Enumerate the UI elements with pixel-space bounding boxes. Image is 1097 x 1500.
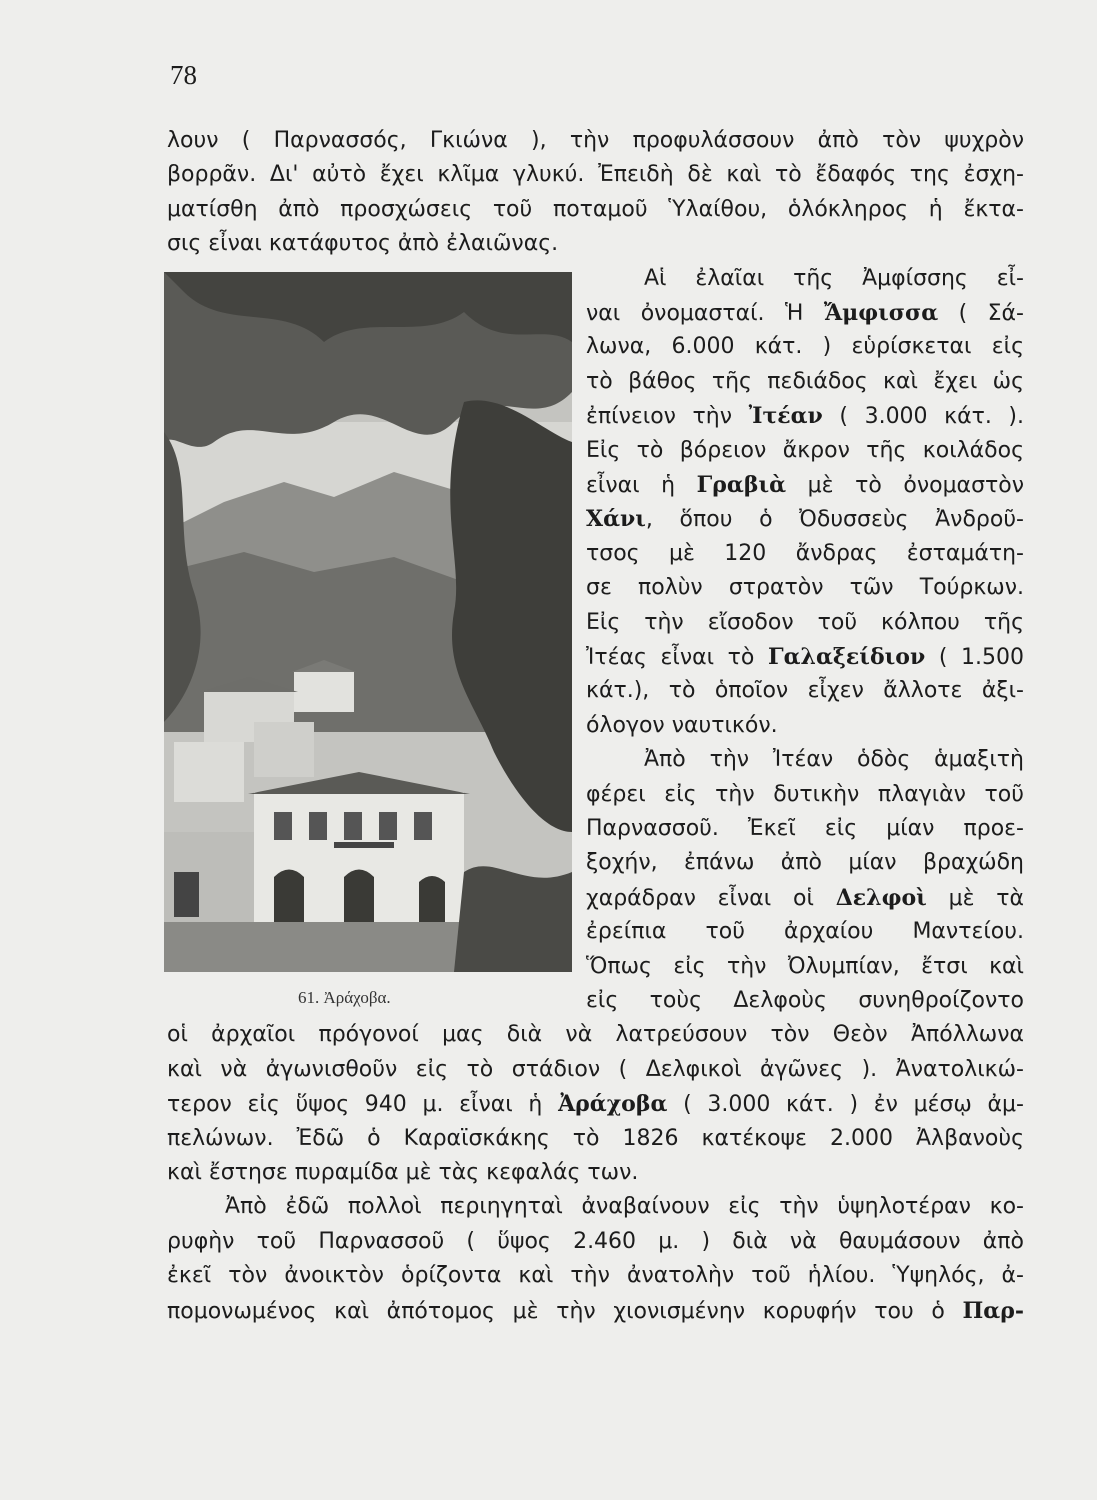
text-line bbox=[586, 539, 1024, 569]
text-run: τσος μὲ 120 ἄνδρας ἐσταμάτη- bbox=[586, 540, 1024, 566]
text-run: ( 1.500 bbox=[925, 645, 1024, 670]
text-line bbox=[586, 814, 1024, 844]
text-run: καὶ ἔστησε πυραμίδα μὲ τὰς κεφαλάς των. bbox=[167, 1160, 639, 1185]
text-line bbox=[167, 1124, 1024, 1154]
text-run: Εἰς τὴν εἴσοδον τοῦ κόλπου τῆς bbox=[586, 609, 1024, 635]
bold-term: Ἰτέαν bbox=[748, 403, 823, 430]
text-line bbox=[586, 883, 1024, 914]
text-line bbox=[586, 676, 1024, 706]
text-line bbox=[586, 504, 1024, 535]
text-run: όλογον ναυτικόν. bbox=[586, 712, 778, 738]
text-line bbox=[167, 1192, 1024, 1222]
bold-term: Χάνι bbox=[586, 506, 646, 533]
text-line bbox=[586, 608, 1024, 638]
text-line: λουν ( Παρνασσός, Γκιώνα ), τὴν προφυλάσσουν ἀπὸ τὸν ψυχρὸν bbox=[167, 128, 1024, 153]
text-line bbox=[167, 1020, 1024, 1050]
text-run: σε πολὺν στρατὸν τῶν Τούρκων. bbox=[586, 575, 1024, 601]
text-run: ρυφὴν τοῦ Παρνασσοῦ ( ὕψος 2.460 μ. ) διὰ νὰ θαυμάσουν ἀπὸ bbox=[167, 1228, 1024, 1254]
text-run: μὲ τὰ bbox=[926, 885, 1024, 911]
text-run: ξοχήν, ἐπάνω ἀπὸ μίαν βραχώδη bbox=[586, 850, 1024, 876]
text-run: κάτ.), τὸ ὁποῖον εἶχεν ἄλλοτε ἀξι- bbox=[586, 678, 1024, 704]
text-run: πελώνων. Ἐδῶ ὁ Καραϊσκάκης τὸ 1826 κατέκοψε 2.000 Ἀλβανοὺς bbox=[167, 1125, 1024, 1151]
bold-term: Ἄμφισσα bbox=[823, 300, 939, 326]
text-run: ( 3.000 κάτ. ). bbox=[822, 404, 1025, 430]
text-line bbox=[586, 917, 1024, 947]
text-line bbox=[586, 745, 1024, 775]
bold-term: Δελφοὶ bbox=[835, 884, 927, 911]
text-line bbox=[586, 436, 1024, 466]
text-run: καὶ νὰ ἀγωνισθοῦν εἰς τὸ στάδιον ( Δελφικοὶ ἀγῶνες ). Ἀνατολικώ- bbox=[167, 1056, 1024, 1082]
text-run: τερον εἰς ὕψος 940 μ. εἶναι ἡ bbox=[167, 1092, 559, 1118]
text-line bbox=[586, 332, 1024, 362]
text-line: σις εἶναι κατάφυτος ἀπὸ ἐλαιῶνας. bbox=[167, 231, 559, 257]
text-run: Εἰς τὸ βόρειον ἄκρον τῆς κοιλάδος bbox=[586, 437, 1024, 463]
figure-caption: 61. Ἀράχοβα. bbox=[298, 988, 391, 1007]
text-line bbox=[586, 952, 1024, 982]
text-line bbox=[167, 1089, 1024, 1120]
text-run: ἐκεῖ τὸν ἀνοικτὸν ὁρίζοντα καὶ τὴν ἀνατολὴν τοῦ ἡλίου. Ὑψηλός, ἀ- bbox=[167, 1263, 1024, 1289]
text-run: Ἰτέας εἶναι τὸ bbox=[586, 645, 768, 670]
text-run: χαράδραν εἶναι οἱ bbox=[586, 885, 836, 911]
text-run: , ὅπου ὁ Ὀδυσσεὺς Ἀνδροῦ- bbox=[645, 507, 1024, 533]
text-run: ναι ὀνομασταί. Ἡ bbox=[586, 301, 824, 326]
bold-term: Παρ- bbox=[962, 1297, 1024, 1324]
text-run: λωνα, 6.000 κάτ. ) εὑρίσκεται εἰς bbox=[586, 334, 1024, 360]
text-run: εἶναι ἡ bbox=[586, 473, 697, 498]
text-line: ματίσθη ἀπὸ προσχώσεις τοῦ ποταμοῦ Ὑλαίθου, ὁλόκληρος ἡ ἔκτα- bbox=[167, 196, 1024, 222]
text-line bbox=[586, 642, 1024, 673]
text-run: ( 3.000 κάτ. ) ἐν μέσῳ ἀμ- bbox=[667, 1092, 1024, 1118]
text-run: ( Σά- bbox=[938, 301, 1024, 326]
text-line bbox=[586, 711, 1024, 741]
text-run: ἐπίνειον τὴν bbox=[586, 404, 749, 430]
text-line bbox=[586, 401, 1024, 432]
figure-photo-arachova bbox=[164, 272, 572, 972]
text-run: οἱ ἀρχαῖοι πρόγονοί μας διὰ νὰ λατρεύσουν τὸν Θεὸν Ἀπόλλωνα bbox=[167, 1022, 1024, 1048]
text-line bbox=[586, 264, 1024, 294]
text-run: Αἱ ἐλαῖαι τῆς Ἀμφίσσης εἶ- bbox=[644, 265, 1024, 291]
text-run: Ἀπὸ ἐδῶ πολλοὶ περιηγηταὶ ἀναβαίνουν εἰς τὴν ὑψηλοτέραν κο- bbox=[225, 1194, 1024, 1220]
text-run: εἰς τοὺς Δελφοὺς συνηθροίζοντο bbox=[586, 988, 1024, 1013]
text-run: ἐρείπια τοῦ ἀρχαίου Μαντείου. bbox=[586, 919, 1024, 945]
text-line bbox=[586, 780, 1024, 810]
text-line bbox=[586, 848, 1024, 878]
bold-term: Γαλαξείδιον bbox=[768, 644, 926, 670]
text-line bbox=[586, 986, 1024, 1016]
text-run: τὸ βάθος τῆς πεδιάδος καὶ ἔχει ὡς bbox=[586, 368, 1024, 394]
text-run: φέρει εἰς τὴν δυτικὴν πλαγιὰν τοῦ bbox=[586, 781, 1024, 807]
text-run: Ἀπὸ τὴν Ἰτέαν ὁδὸς ἁμαξιτὴ bbox=[644, 747, 1024, 773]
text-line bbox=[586, 470, 1024, 501]
text-line bbox=[167, 1227, 1024, 1257]
text-line bbox=[586, 573, 1024, 603]
text-line bbox=[586, 298, 1024, 329]
text-line bbox=[167, 1158, 1024, 1188]
text-run: μὲ τὸ ὀνομαστὸν bbox=[786, 473, 1024, 498]
text-line bbox=[167, 1261, 1024, 1291]
text-run: πομονωμένος καὶ ἀπότομος μὲ τὴν χιονισμένην κορυφήν του ὁ bbox=[167, 1298, 963, 1324]
text-line bbox=[167, 1296, 1024, 1327]
text-line bbox=[586, 367, 1024, 397]
text-line bbox=[167, 1055, 1024, 1085]
bold-term: Γραβιὰ bbox=[696, 472, 787, 498]
text-run: Παρνασσοῦ. Ἐκεῖ εἰς μίαν προε- bbox=[586, 816, 1024, 841]
page-number: 78 bbox=[170, 60, 197, 90]
text-run: Ὅπως εἰς τὴν Ὀλυμπίαν, ἔτσι καὶ bbox=[586, 953, 1024, 979]
bold-term: Ἀράχοβα bbox=[558, 1091, 668, 1118]
text-line: βορρᾶν. Δι' αὐτὸ ἔχει κλῖμα γλυκύ. Ἐπειδὴ δὲ καὶ τὸ ἔδαφός της ἐσχη- bbox=[167, 162, 1024, 188]
